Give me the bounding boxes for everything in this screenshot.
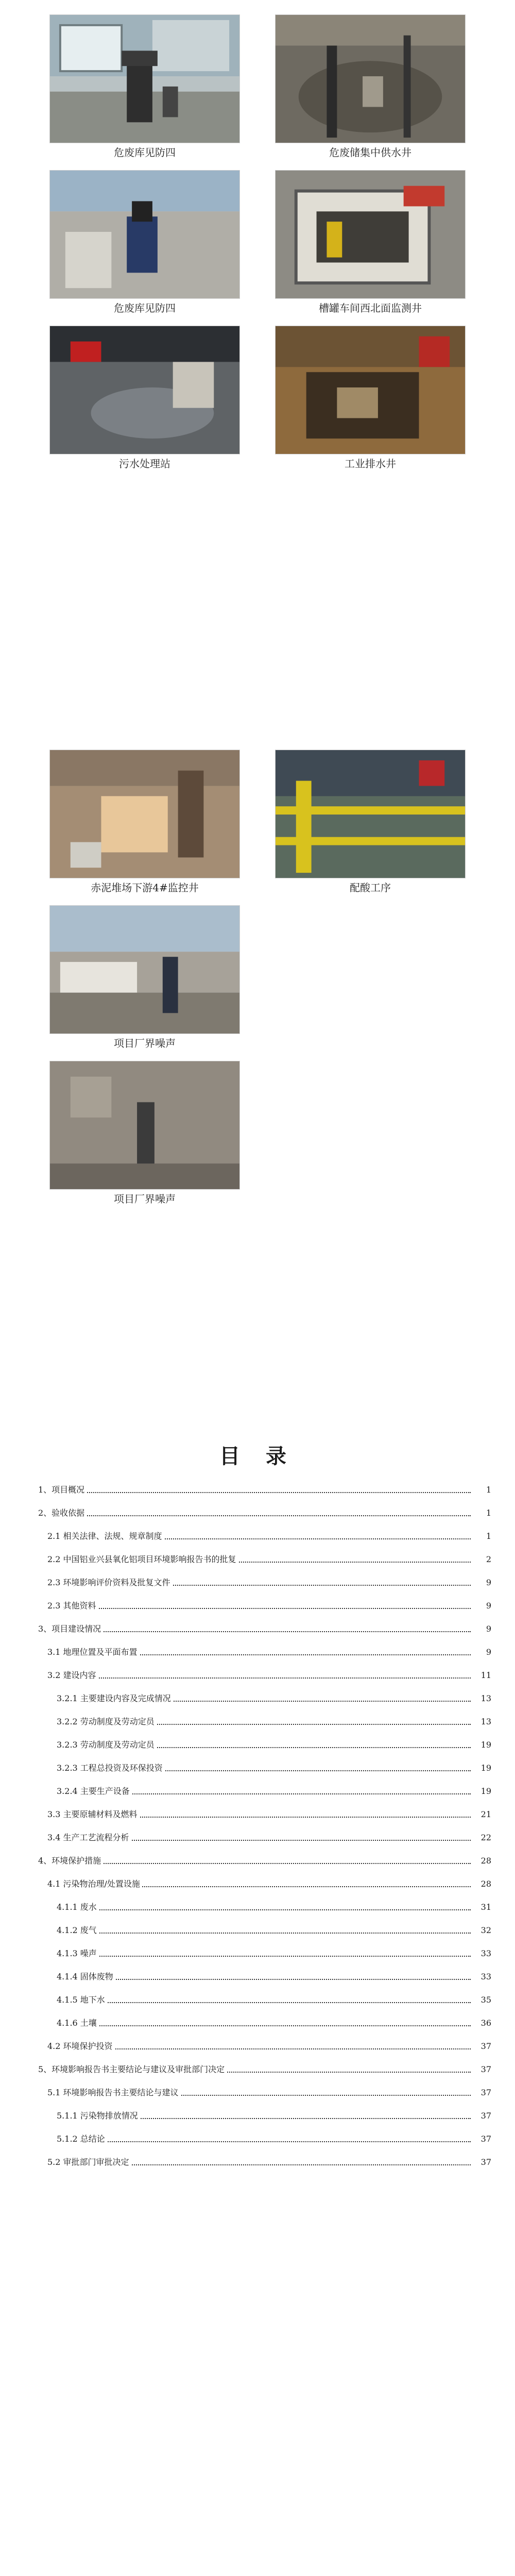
- toc-leader-dots: [38, 1631, 471, 1632]
- toc-entry-page: 32: [471, 1924, 491, 1937]
- photo-hazard-storage-2: [49, 170, 240, 299]
- toc-entry-page: 19: [471, 1785, 491, 1798]
- toc-entry-page: 13: [471, 1692, 491, 1705]
- toc-entry-title: 3.2.2 劳动制度及劳动定员: [57, 1717, 157, 1726]
- toc-entry-title: 5.1.2 总结论: [57, 2134, 107, 2144]
- toc-entry[interactable]: [47, 1646, 491, 1658]
- toc-entry-page: 37: [471, 2110, 491, 2122]
- photo-tank-car-monitoring-well: [275, 170, 466, 299]
- toc-entry-title: 4.1.4 固体废物: [57, 1972, 115, 1981]
- toc-entry[interactable]: [47, 1878, 491, 1890]
- toc-entry-page: 13: [471, 1716, 491, 1728]
- caption-row1-right: 危废储集中供水井: [329, 146, 411, 159]
- toc-entry-page: 1: [471, 1484, 491, 1496]
- toc-entry[interactable]: [57, 1971, 491, 1983]
- toc-entry-page: 31: [471, 1901, 491, 1913]
- toc-entry-title: 4.1.6 土壤: [57, 2018, 99, 2028]
- photo-wastewater-station: [49, 326, 240, 454]
- toc-entry[interactable]: [47, 2156, 491, 2168]
- toc-entry-title: 5.1 环境影响报告书主要结论与建议: [47, 2088, 181, 2097]
- toc-entry-page: 37: [471, 2156, 491, 2168]
- photo-water-supply-well: [275, 14, 466, 143]
- toc-leader-dots: [57, 2025, 471, 2026]
- toc-entry-title: 2、验收依据: [38, 1508, 87, 1518]
- caption-row2-right: 槽罐车间西北面监测井: [319, 302, 422, 314]
- caption-row3-left: 污水处理站: [119, 457, 170, 470]
- toc-entry-page: 19: [471, 1739, 491, 1751]
- toc-entry-page: 22: [471, 1832, 491, 1844]
- toc-entry-title: 4、环境保护措施: [38, 1856, 103, 1866]
- toc-entry-page: 28: [471, 1878, 491, 1890]
- toc-entry[interactable]: [47, 1553, 491, 1566]
- toc-entry[interactable]: [57, 1924, 491, 1937]
- toc-entry-title: 4.1.5 地下水: [57, 1995, 107, 2005]
- toc-entry[interactable]: [57, 1947, 491, 1960]
- toc-entry-title: 1、项目概况: [38, 1485, 87, 1495]
- toc-entry[interactable]: [38, 1855, 491, 1867]
- toc-entry-page: 9: [471, 1600, 491, 1612]
- toc-entry[interactable]: [38, 1507, 491, 1519]
- toc-entry[interactable]: [38, 1623, 491, 1635]
- toc-entry-title: 4.1.1 废水: [57, 1902, 99, 1912]
- toc-entry-title: 5.2 审批部门审批决定: [47, 2157, 131, 2167]
- toc-entry[interactable]: [57, 1785, 491, 1798]
- toc-entry-title: 4.2 环境保护投资: [47, 2041, 115, 2051]
- toc-entry-page: 37: [471, 2063, 491, 2076]
- toc-entry[interactable]: [57, 1739, 491, 1751]
- toc-entry-title: 4.1.2 废气: [57, 1925, 99, 1935]
- toc-entry[interactable]: [57, 1901, 491, 1913]
- toc-entry-page: 33: [471, 1947, 491, 1960]
- toc-entry-page: 9: [471, 1623, 491, 1635]
- toc-entry[interactable]: [47, 1808, 491, 1821]
- toc-leader-dots: [57, 1909, 471, 1910]
- photo-boundary-noise-1: [49, 905, 240, 1034]
- caption-row4-right: 配酸工序: [350, 882, 391, 894]
- toc-entry-title: 2.3 环境影响评价资料及批复文件: [47, 1578, 173, 1587]
- toc-entry-title: 2.1 相关法律、法规、规章制度: [47, 1531, 164, 1541]
- toc-entry-page: 11: [471, 1669, 491, 1682]
- toc-entry[interactable]: [47, 1669, 491, 1682]
- toc-entry[interactable]: [57, 2017, 491, 2029]
- toc-entry-page: 2: [471, 1553, 491, 1566]
- toc-entry[interactable]: [47, 1577, 491, 1589]
- caption-row4-left: 赤泥堆场下游4#监控井: [91, 882, 199, 894]
- toc-entry-page: 9: [471, 1646, 491, 1658]
- toc-entry-page: 28: [471, 1855, 491, 1867]
- toc-leader-dots: [47, 1677, 471, 1679]
- toc-leader-dots: [47, 1608, 471, 1609]
- toc-entry[interactable]: [47, 1600, 491, 1612]
- toc-entry-page: 37: [471, 2133, 491, 2145]
- toc-entry-title: 3.4 生产工艺流程分析: [47, 1833, 131, 1842]
- caption-row2-left: 危废库见防四: [114, 302, 176, 314]
- toc-entry-page: 1: [471, 1507, 491, 1519]
- caption-row5-left: 项目厂界噪声: [114, 1037, 176, 1049]
- toc-entry[interactable]: [57, 1994, 491, 2006]
- photo-red-mud-monitoring-well: [49, 750, 240, 878]
- toc-entry-title: 3.3 主要原辅材料及燃料: [47, 1809, 140, 1819]
- toc-entry-page: 36: [471, 2017, 491, 2029]
- toc-entry[interactable]: [47, 1530, 491, 1543]
- toc-leader-dots: [57, 2141, 471, 2142]
- toc-entry-page: 37: [471, 2040, 491, 2053]
- toc-entry-title: 3.2.3 工程总投资及环保投资: [57, 1763, 165, 1773]
- toc-entry-title: 2.3 其他资料: [47, 1601, 98, 1611]
- toc-entry-page: 37: [471, 2087, 491, 2099]
- photo-acid-process: [275, 750, 466, 878]
- toc-entry-page: 9: [471, 1577, 491, 1589]
- toc-leader-dots: [57, 1956, 471, 1957]
- toc-title: 目 录: [219, 1445, 296, 1468]
- photo-hazard-storage-1: [49, 14, 240, 143]
- toc-entry[interactable]: [38, 1484, 491, 1496]
- toc-entry-title: 5.1.1 污染物排放情况: [57, 2111, 140, 2121]
- toc-entry-page: 35: [471, 1994, 491, 2006]
- toc-entry[interactable]: [38, 2063, 491, 2076]
- toc-entry-title: 3.1 地理位置及平面布置: [47, 1647, 140, 1657]
- toc-entry-title: 3.2.4 主要生产设备: [57, 1786, 132, 1796]
- toc-entry-title: 4.1.3 噪声: [57, 1948, 99, 1958]
- toc-leader-dots: [38, 1492, 471, 1493]
- toc-entry[interactable]: [47, 1832, 491, 1844]
- toc-entry-page: 19: [471, 1762, 491, 1774]
- toc-entry-page: 21: [471, 1808, 491, 1821]
- toc-entry-title: 5、环境影响报告书主要结论与建议及审批部门决定: [38, 2064, 227, 2074]
- toc-entry-title: 4.1 污染物治理/处置设施: [47, 1879, 142, 1889]
- toc-entry-title: 3.2.1 主要建设内容及完成情况: [57, 1693, 173, 1703]
- toc-entry-title: 3.2 建设内容: [47, 1670, 98, 1680]
- toc-entry[interactable]: [57, 1716, 491, 1728]
- toc-leader-dots: [38, 1863, 471, 1864]
- toc-leader-dots: [57, 2002, 471, 2003]
- toc-entry[interactable]: [57, 1762, 491, 1774]
- toc-leader-dots: [38, 1515, 471, 1516]
- toc-entry-page: 1: [471, 1530, 491, 1543]
- caption-row1-left: 危废库见防四: [114, 146, 176, 159]
- caption-row6-left: 项目厂界噪声: [114, 1193, 176, 1205]
- toc-entry[interactable]: [47, 2040, 491, 2053]
- toc-leader-dots: [57, 1933, 471, 1934]
- caption-row3-right: 工业排水井: [345, 457, 396, 470]
- toc-entry[interactable]: [47, 2087, 491, 2099]
- toc-entry[interactable]: [57, 2110, 491, 2122]
- toc-entry[interactable]: [57, 2133, 491, 2145]
- photo-industrial-drain-well: [275, 326, 466, 454]
- toc-leader-dots: [57, 1979, 471, 1980]
- photo-boundary-noise-2: [49, 1061, 240, 1190]
- toc-entry[interactable]: [57, 1692, 491, 1705]
- toc-entry-page: 33: [471, 1971, 491, 1983]
- toc-entry-title: 2.2 中国铝业兴县氧化铝项目环境影响报告书的批复: [47, 1554, 238, 1564]
- toc-entry-title: 3.2.3 劳动制度及劳动定员: [57, 1740, 157, 1750]
- toc-entry-title: 3、项目建设情况: [38, 1624, 103, 1634]
